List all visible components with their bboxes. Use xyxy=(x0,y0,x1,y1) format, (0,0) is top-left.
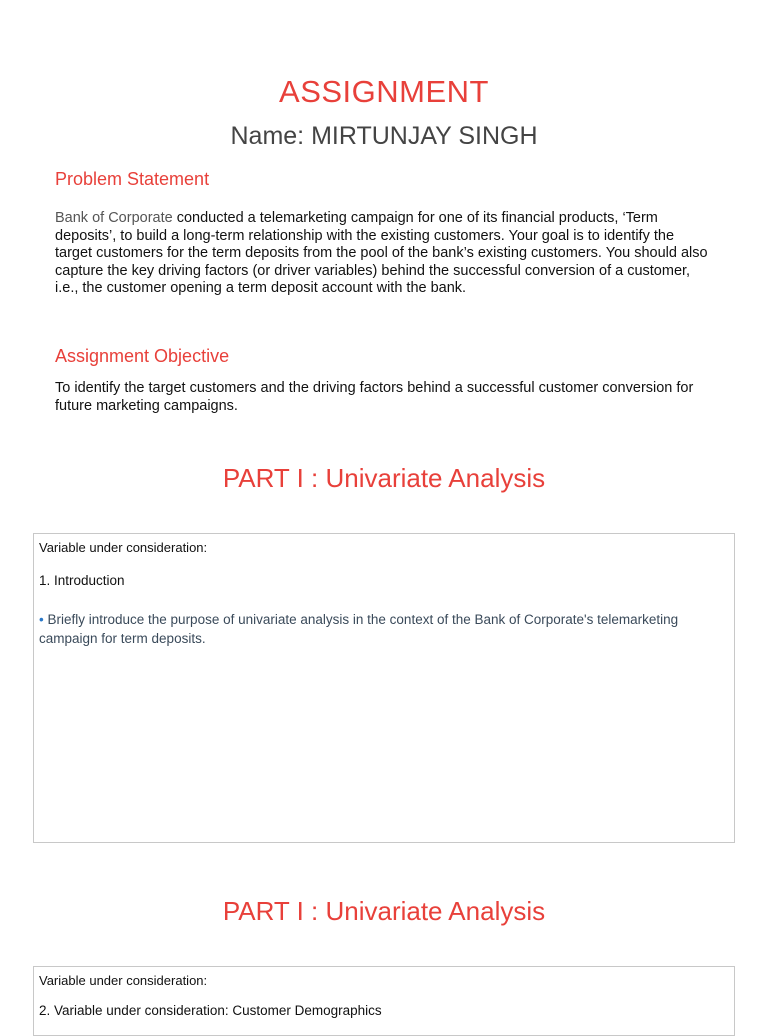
company-name: Bank of Corporate xyxy=(55,210,173,226)
bullet-text xyxy=(39,610,719,648)
bullet-body: Briefly introduce the purpose of univariate analysis in the context of the Bank of Corporate's telemarketing campaign for term deposits. xyxy=(39,612,679,646)
section-item: 2. Variable under consideration: Customer Demographics xyxy=(39,1003,382,1018)
problem-statement-text xyxy=(55,210,715,298)
problem-statement-body: conducted a telemarketing campaign for one of its financial products, ‘Term deposits’, to build a long-term relationship with the existing customers. Your goal is to identify the target customers for the term deposits from the pool of the bank’s existing customers. You should also capture the key driving factors (or driver variables) behind the successful conversion of a customer, i.e., the customer opening a term deposit account with the bank. xyxy=(55,210,708,297)
bullet-icon: • xyxy=(39,612,44,627)
author-name: Name: MIRTUNJAY SINGH xyxy=(230,122,538,150)
document-title: ASSIGNMENT xyxy=(279,74,489,109)
part-one-heading-repeat: PART I : Univariate Analysis xyxy=(222,896,546,926)
variable-label: Variable under consideration: xyxy=(39,973,208,988)
analysis-box-demographics xyxy=(33,966,735,1036)
problem-statement-heading: Problem Statement xyxy=(55,169,210,189)
variable-label: Variable under consideration: xyxy=(39,540,208,555)
assignment-objective-text: To identify the target customers and the driving factors behind a successful customer conversion for future marketing campaigns. xyxy=(55,380,694,414)
assignment-objective-heading: Assignment Objective xyxy=(55,346,230,366)
part-one-heading: PART I : Univariate Analysis xyxy=(222,463,546,493)
analysis-box-introduction xyxy=(33,533,735,843)
section-item: 1. Introduction xyxy=(39,573,125,588)
